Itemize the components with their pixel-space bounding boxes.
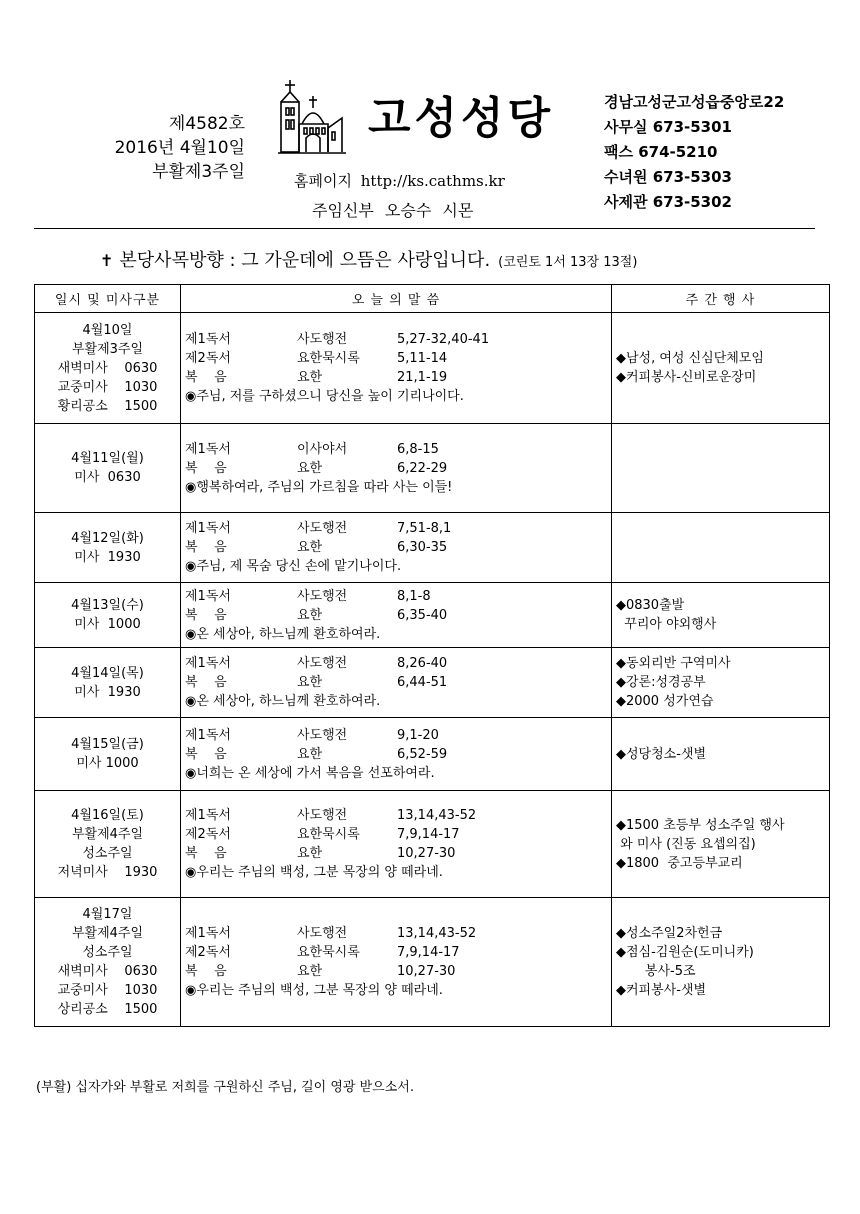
reading-label: 제1독서 [185, 926, 231, 941]
reading-chapter: 10,27-30 [397, 846, 456, 861]
reading-label: 복 음 [185, 607, 227, 623]
office-phone: 사무실 673-5301 [604, 118, 732, 136]
events-cell [612, 791, 830, 898]
reading-line [185, 654, 611, 673]
reading-book: 사도행전 [297, 656, 348, 671]
liturgical-season: 부활제3주일 [152, 162, 245, 182]
reading-chapter: 7,51-8,1 [397, 521, 452, 536]
reading-book: 요한묵시록 [297, 351, 360, 366]
event-item: ◆커피봉사-신비로운장미 [616, 370, 757, 385]
column-header-events: 주 간 행 사 [612, 285, 830, 313]
reading-line [185, 806, 611, 825]
responsorial-verse: ◉우리는 주님의 백성, 그분 목장의 양 떼라네. [185, 983, 443, 998]
fax-number: 팩스 674-5210 [604, 143, 718, 161]
responsorial-verse: ◉너희는 온 세상에 가서 복음을 선포하여라. [185, 765, 435, 781]
reading-book: 요한 [297, 607, 323, 623]
reading-label: 복 음 [185, 540, 227, 555]
day-cell [35, 898, 181, 1027]
issue-number: 제4582호 [168, 114, 245, 134]
reading-line [185, 440, 611, 459]
table-row [35, 898, 830, 1027]
reading-book: 요한 [297, 370, 323, 385]
reading-label: 제1독서 [185, 441, 231, 457]
reading-label: 제1독서 [185, 332, 231, 347]
day-line: 부활제4주일 [71, 926, 144, 941]
table-row [35, 718, 830, 791]
reading-line [185, 349, 611, 368]
event-item: ◆1800 중고등부교리 [616, 855, 743, 871]
rectory-phone: 사제관 673-5302 [604, 193, 732, 211]
day-line: 성소주일 [82, 846, 133, 861]
day-cell [35, 583, 181, 648]
day-line: 4월12일(화) [71, 530, 144, 546]
issue-date: 2016년 4월10일 [114, 138, 245, 158]
day-line: 4월17일 [82, 907, 133, 922]
cross-icon: ✝ [100, 251, 114, 270]
day-line: 부활제4주일 [71, 827, 144, 842]
reading-chapter: 6,30-35 [397, 540, 448, 555]
reading-chapter: 8,26-40 [397, 656, 448, 671]
reading-chapter: 13,14,43-52 [397, 926, 477, 941]
reading-label: 제1독서 [185, 521, 231, 536]
reading-chapter: 6,22-29 [397, 460, 448, 476]
table-row [35, 583, 830, 648]
homepage-label: 홈페이지 [294, 172, 352, 190]
events-cell [612, 313, 830, 424]
homepage-line [294, 170, 505, 191]
responsorial-verse: ◉온 세상아, 하느님께 환호하여라. [185, 694, 381, 709]
event-item: ◆2000 성가연습 [616, 694, 714, 709]
event-item: ◆점심-김원순(도미니카) [616, 945, 754, 960]
pastoral-motto [100, 246, 637, 272]
day-line: 교중미사 1030 [57, 379, 158, 395]
reading-label: 복 음 [185, 746, 227, 762]
day-cell [35, 718, 181, 791]
church-name: 고성성당 [368, 93, 555, 144]
table-row [35, 648, 830, 718]
day-cell [35, 424, 181, 513]
day-line: 미사 1930 [74, 684, 141, 700]
events-cell [612, 583, 830, 648]
event-item: 꾸리아 야외행사 [616, 617, 717, 632]
column-header-readings: 오 늘 의 말 씀 [181, 285, 612, 313]
weekly-schedule-table [34, 284, 830, 1027]
event-item: ◆강론:성경공부 [616, 675, 706, 690]
reading-book: 요한 [297, 675, 323, 690]
reading-label: 복 음 [185, 846, 227, 861]
day-line: 저녁미사 1930 [57, 865, 158, 880]
reading-chapter: 8,1-8 [397, 588, 431, 604]
reading-chapter: 6,35-40 [397, 607, 448, 623]
reading-book: 요한 [297, 964, 323, 979]
responsorial-verse: ◉행복하여라, 주님의 가르침을 따라 사는 이들! [185, 479, 453, 495]
reading-chapter: 21,1-19 [397, 370, 448, 385]
readings-cell [181, 513, 612, 583]
events-cell [612, 718, 830, 791]
reading-chapter: 7,9,14-17 [397, 945, 460, 960]
reading-label: 제2독서 [185, 827, 231, 842]
reading-label: 제1독서 [185, 588, 231, 604]
reading-line [185, 587, 611, 606]
event-item: 와 미사 (진동 요셉의집) [616, 836, 756, 852]
reading-line [185, 943, 611, 962]
reading-book: 요한 [297, 746, 323, 762]
responsorial-verse: ◉우리는 주님의 백성, 그분 목장의 양 떼라네. [185, 865, 443, 880]
reading-book: 요한묵시록 [297, 827, 360, 842]
reading-line [185, 459, 611, 478]
issue-info [70, 112, 245, 184]
readings-cell [181, 791, 612, 898]
reading-line [185, 844, 611, 863]
events-cell [612, 424, 830, 513]
reading-chapter: 7,9,14-17 [397, 827, 460, 842]
event-item: ◆성소주일2차헌금 [616, 926, 723, 941]
day-line: 부활제3주일 [71, 341, 144, 357]
event-item: ◆커피봉사-샛별 [616, 983, 707, 998]
readings-cell [181, 583, 612, 648]
event-item: ◆남성, 여성 신심단체모임 [616, 351, 764, 366]
day-line: 4월13일(수) [71, 598, 144, 613]
responsorial-verse: ◉주님, 저를 구하셨으니 당신을 높이 기리나이다. [185, 389, 464, 404]
convent-phone: 수녀원 673-5303 [604, 168, 732, 186]
events-cell [612, 513, 830, 583]
reading-chapter: 5,11-14 [397, 351, 448, 366]
reading-line [185, 368, 611, 387]
church-building-icon [276, 78, 368, 156]
day-line: 미사 1000 [74, 617, 141, 632]
day-line: 황리공소 1500 [57, 398, 158, 414]
reading-line [185, 962, 611, 981]
table-row [35, 424, 830, 513]
reading-label: 복 음 [185, 964, 227, 979]
reading-line [185, 726, 611, 745]
reading-chapter: 9,1-20 [397, 727, 439, 743]
reading-book: 이사야서 [297, 441, 348, 457]
reading-book: 요한 [297, 540, 323, 555]
reading-book: 사도행전 [297, 727, 348, 743]
responsorial-verse: ◉온 세상아, 하느님께 환호하여라. [185, 626, 381, 642]
reading-chapter: 10,27-30 [397, 964, 456, 979]
events-cell [612, 898, 830, 1027]
readings-cell [181, 424, 612, 513]
day-line: 미사 0630 [74, 470, 141, 485]
contact-block [604, 90, 784, 215]
reading-book: 요한 [297, 460, 323, 476]
day-line: 4월11일(월) [71, 451, 144, 466]
reading-label: 제1독서 [185, 808, 231, 823]
reading-label: 복 음 [185, 370, 227, 385]
day-line: 상리공소 1500 [57, 1002, 158, 1017]
reading-chapter: 6,8-15 [397, 441, 439, 457]
reading-line [185, 519, 611, 538]
homepage-link[interactable]: http://ks.cathms.kr [360, 172, 505, 190]
reading-chapter: 6,44-51 [397, 675, 448, 690]
pastor-name: 주임신부 오승수 시몬 [312, 201, 474, 220]
reading-label: 복 음 [185, 460, 227, 476]
reading-line [185, 924, 611, 943]
readings-cell [181, 648, 612, 718]
event-item: ◆동외리반 구역미사 [616, 656, 731, 671]
reading-label: 제2독서 [185, 351, 231, 366]
day-line: 미사 1930 [74, 549, 141, 565]
day-line: 교중미사 1030 [57, 983, 158, 998]
closing-prayer: (부활) 십자가와 부활로 저희를 구원하신 주님, 길이 영광 받으소서. [36, 1080, 414, 1095]
reading-label: 제2독서 [185, 945, 231, 960]
reading-line [185, 745, 611, 764]
readings-cell [181, 313, 612, 424]
reading-line [185, 606, 611, 625]
day-cell [35, 791, 181, 898]
event-item: ◆1500 초등부 성소주일 행사 [616, 817, 785, 833]
reading-label: 제1독서 [185, 727, 231, 743]
reading-label: 복 음 [185, 675, 227, 690]
reading-line [185, 825, 611, 844]
table-header-row [35, 285, 830, 313]
readings-cell [181, 898, 612, 1027]
reading-label: 제1독서 [185, 656, 231, 671]
day-cell [35, 313, 181, 424]
reading-book: 요한묵시록 [297, 945, 360, 960]
reading-chapter: 5,27-32,40-41 [397, 332, 490, 347]
day-line: 새벽미사 0630 [57, 360, 158, 376]
reading-chapter: 6,52-59 [397, 746, 448, 762]
reading-chapter: 13,14,43-52 [397, 808, 477, 823]
day-line: 4월14일(목) [71, 665, 144, 681]
table-row [35, 313, 830, 424]
events-cell [612, 648, 830, 718]
day-line: 4월15일(금) [71, 737, 144, 752]
table-row [35, 513, 830, 583]
day-line: 성소주일 [82, 945, 133, 960]
address: 경남고성군고성읍중앙로22 [604, 93, 785, 111]
day-line: 새벽미사 0630 [57, 964, 158, 979]
day-cell [35, 513, 181, 583]
responsorial-verse: ◉주님, 제 목숨 당신 손에 맡기나이다. [185, 559, 402, 574]
reading-book: 사도행전 [297, 521, 348, 536]
reading-line [185, 330, 611, 349]
event-item: ◆0830출발 [616, 598, 685, 613]
reading-book: 사도행전 [297, 808, 348, 823]
reading-line [185, 538, 611, 557]
event-item: ◆성당청소-샛별 [616, 746, 707, 762]
reading-line [185, 673, 611, 692]
reading-book: 사도행전 [297, 926, 348, 941]
motto-reference: (코린토 1서 13장 13절) [498, 255, 638, 270]
day-line: 4월10일 [82, 322, 133, 338]
day-line: 4월16일(토) [71, 808, 144, 823]
reading-book: 사도행전 [297, 588, 348, 604]
motto-text: 본당사목방향 : 그 가운데에 으뜸은 사랑입니다. [119, 250, 491, 271]
header-divider [34, 228, 815, 229]
column-header-datetime: 일시 및 미사구분 [35, 285, 181, 313]
reading-book: 요한 [297, 846, 323, 861]
readings-cell [181, 718, 612, 791]
table-row [35, 791, 830, 898]
day-line: 미사 1000 [76, 756, 139, 771]
reading-book: 사도행전 [297, 332, 348, 347]
event-item: 봉사-5조 [616, 964, 696, 979]
day-cell [35, 648, 181, 718]
